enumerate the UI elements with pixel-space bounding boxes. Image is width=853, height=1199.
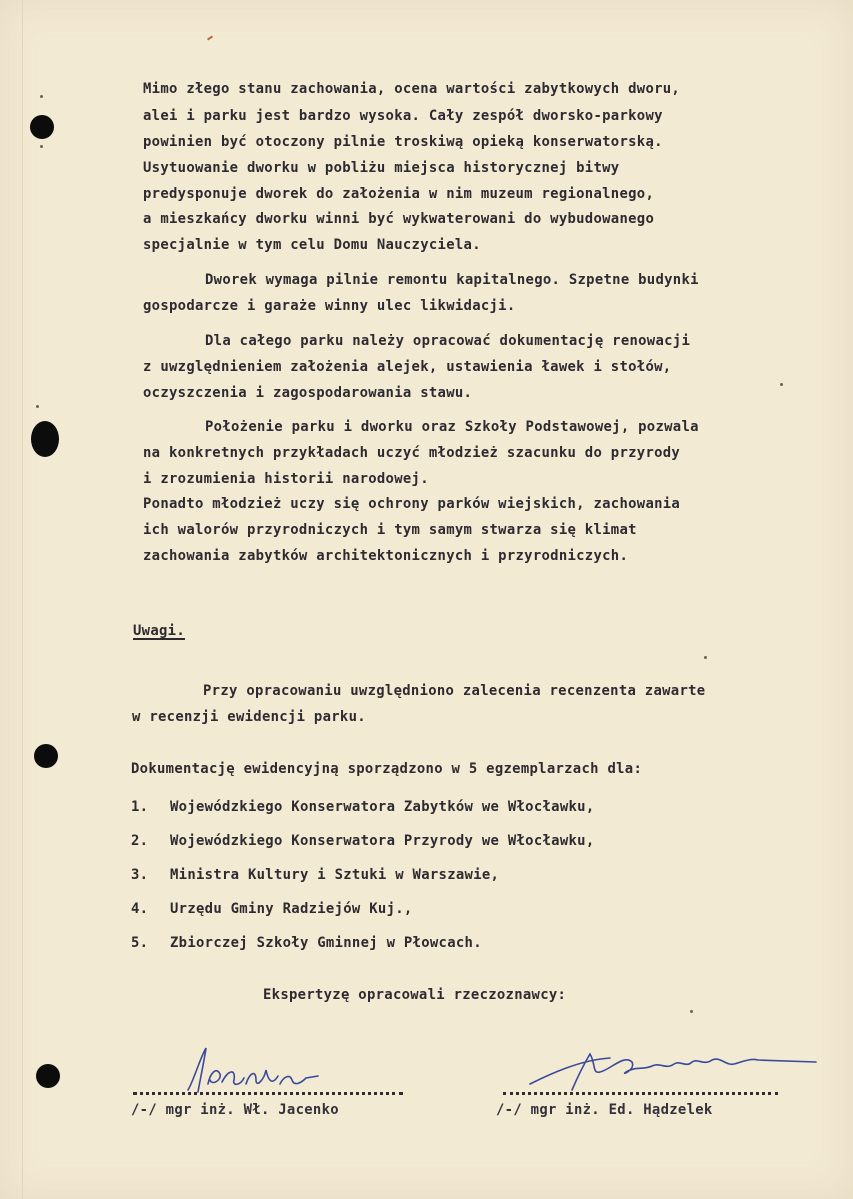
- remarks-line-2: w recenzji ewidencji parku.: [132, 709, 366, 725]
- paragraph-1-line-7: specjalnie w tym celu Domu Nauczyciela.: [143, 237, 481, 253]
- list-number: 1.: [131, 799, 149, 815]
- list-number: 4.: [131, 901, 149, 917]
- list-number: 2.: [131, 833, 149, 849]
- paper-speck: [40, 145, 43, 148]
- signature-hadzelek: [520, 1040, 820, 1100]
- paragraph-2-line-2: gospodarcze i garaże winny ulec likwidacji.: [143, 298, 516, 314]
- list-number: 5.: [131, 935, 149, 951]
- paper-speck: [704, 656, 707, 659]
- punch-hole-4: [36, 1064, 60, 1088]
- list-text: Wojewódzkiego Konserwatora Zabytków we Włocławku,: [170, 799, 595, 815]
- ink-mark: [207, 35, 213, 40]
- copies-intro: Dokumentację ewidencyjną sporządzono w 5 egzemplarzach dla:: [131, 761, 643, 777]
- paragraph-4-line-3: i zrozumienia historii narodowej.: [143, 471, 429, 487]
- punch-hole-1: [30, 115, 54, 139]
- paragraph-1-line-2: alei i parku jest bardzo wysoka. Cały zespół dworsko-parkowy: [143, 108, 663, 124]
- paper-speck: [780, 383, 783, 386]
- paragraph-4-line-6: zachowania zabytków architektonicznych i przyrodniczych.: [143, 548, 629, 564]
- paragraph-4-line-1: Położenie parku i dworku oraz Szkoły Podstawowej, pozwala: [205, 419, 699, 435]
- remarks-line-1: Przy opracowaniu uwzględniono zalecenia recenzenta zawarte: [203, 683, 706, 699]
- list-text: Urzędu Gminy Radziejów Kuj.,: [170, 901, 413, 917]
- experts-heading: Ekspertyzę opracowali rzeczoznawcy:: [263, 987, 567, 1003]
- list-text: Ministra Kultury i Sztuki w Warszawie,: [170, 867, 500, 883]
- paper-speck: [40, 95, 43, 98]
- paragraph-2-line-1: Dworek wymaga pilnie remontu kapitalnego. Szpetne budynki: [205, 272, 699, 288]
- paragraph-3-line-2: z uwzględnieniem założenia alejek, ustawienia ławek i stołów,: [143, 359, 672, 375]
- remarks-heading: Uwagi.: [133, 623, 185, 639]
- signature-jacenko: [182, 1040, 332, 1100]
- paragraph-3-line-1: Dla całego parku należy opracować dokumentację renowacji: [205, 333, 691, 349]
- paper-edge-line: [22, 0, 23, 1199]
- paragraph-1-line-1: Mimo złego stanu zachowania, ocena wartości zabytkowych dworu,: [143, 81, 681, 97]
- paragraph-4-line-2: na konkretnych przykładach uczyć młodzież szacunku do przyrody: [143, 445, 681, 461]
- list-text: Zbiorczej Szkoły Gminnej w Płowcach.: [170, 935, 482, 951]
- signature-caption-1: /-/ mgr inż. Wł. Jacenko: [131, 1102, 339, 1118]
- list-number: 3.: [131, 867, 149, 883]
- paragraph-1-line-3: powinien być otoczony pilnie troskiwą opieką konserwatorską.: [143, 134, 663, 150]
- list-text: Wojewódzkiego Konserwatora Przyrody we Włocławku,: [170, 833, 595, 849]
- paper-speck: [36, 405, 39, 408]
- paragraph-1-line-5: predysponuje dworek do założenia w nim muzeum regionalnego,: [143, 186, 655, 202]
- punch-hole-3: [34, 744, 58, 768]
- punch-hole-2: [31, 421, 59, 457]
- paragraph-3-line-3: oczyszczenia i zagospodarowania stawu.: [143, 385, 473, 401]
- paragraph-1-line-6: a mieszkańcy dworku winni być wykwaterowani do wybudowanego: [143, 211, 655, 227]
- paragraph-4-line-5: ich walorów przyrodniczych i tym samym stwarza się klimat: [143, 522, 637, 538]
- paragraph-1-line-4: Usytuowanie dworku w pobliżu miejsca historycznej bitwy: [143, 160, 620, 176]
- signature-caption-2: /-/ mgr inż. Ed. Hądzelek: [496, 1102, 713, 1118]
- paper-speck: [690, 1010, 693, 1013]
- paragraph-4-line-4: Ponadto młodzież uczy się ochrony parków wiejskich, zachowania: [143, 496, 681, 512]
